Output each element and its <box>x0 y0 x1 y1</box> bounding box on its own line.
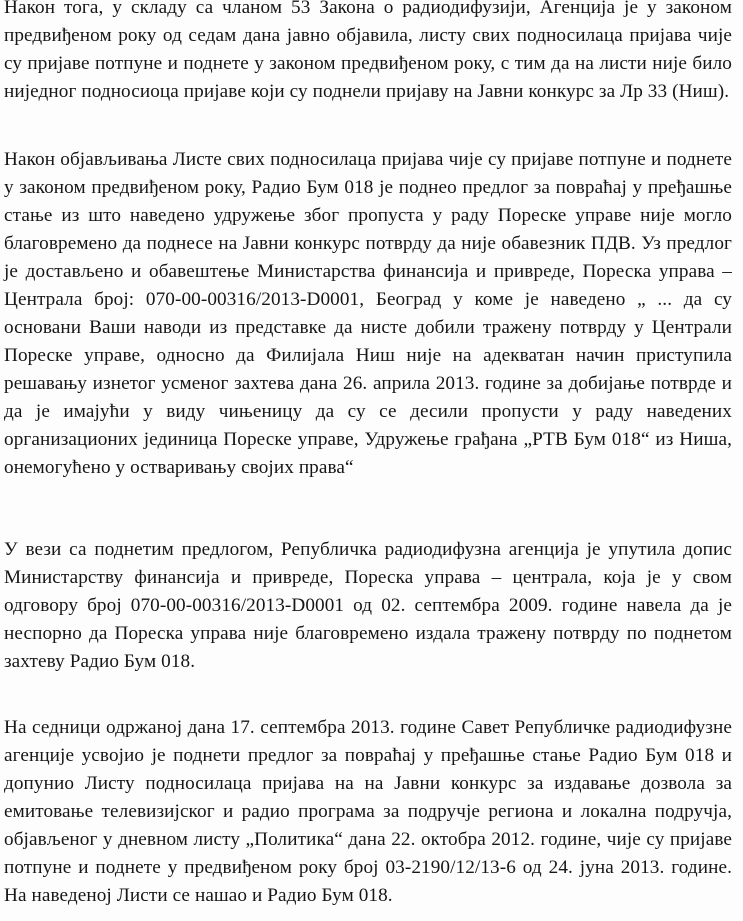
text-line: решавању изнетог усменог захтева дана 26. априла 2013. године за добијање потврде и <box>4 373 732 394</box>
text-line: Након тога, у складу са чланом 53 Закона о радиодифузији, Агенција је у законом <box>4 0 732 18</box>
text-line: потпуне и поднете у предвиђеном року број 03-2190/12/13-6 од 24. јуна 2013. године. <box>4 857 732 878</box>
text-line: Министарству финансија и привреде, Пореска управа – централа, која је у свом <box>4 567 732 588</box>
text-line: су пријаве потпуне и поднете у законом предвиђеном року, с тим да на листи није било <box>4 53 732 74</box>
text-line: објављеног у дневном листу „Политика“ дана 22. октобра 2012. године, чије су пријаве <box>4 829 732 850</box>
paragraph <box>4 714 732 910</box>
paragraph <box>4 146 732 482</box>
text-line: У вези са поднетим предлогом, Републичка радиодифузна агенција је упутила допис <box>4 539 732 560</box>
text-line: стање из што наведено удружење због пропуста у раду Пореске управе није могло <box>4 205 732 226</box>
text-line: Након објављивања Листе свих подносилаца пријава чије су пријаве потпуне и поднете <box>4 149 732 170</box>
text-line: неспорно да Пореска управа није благовремено издала тражену потврду по поднетом <box>4 623 732 644</box>
text-line: На наведеној Листи се нашао и Радио Бум 018. <box>4 885 393 906</box>
text-line: је достављено и обавештење Министарства финансија и привреде, Пореска управа – <box>4 261 732 282</box>
text-line: одговору број 070-00-00316/2013-D0001 од 02. септембра 2009. године навела да је <box>4 595 732 616</box>
paragraph <box>4 0 732 106</box>
text-line: онемогућено у остваривању својих права“ <box>4 457 354 478</box>
text-line: Централа број: 070-00-00316/2013-D0001, Београд у коме је наведено „ ... да су <box>4 289 732 310</box>
text-line: агенције усвојио је поднети предлог за повраћај у пређашње стање Радио Бум 018 и <box>4 745 732 766</box>
text-line: На седници одржаној дана 17. септембра 2013. године Савет Републичке радиодифузне <box>4 717 732 738</box>
text-line: емитовање телевизијског и радио програма за подручје региона и локална подручја, <box>4 801 732 822</box>
text-line: основани Ваши наводи из представке да нисте добили тражену потврду у Централи <box>4 317 732 338</box>
text-line: предвиђеном року од седам дана јавно објавила, листу свих подносилаца пријава чије <box>4 25 732 46</box>
text-line: Пореске управе, односно да Филијала Ниш није на адекватан начин приступила <box>4 345 732 366</box>
paragraph <box>4 536 732 676</box>
text-line: организационих јединица Пореске управе, Удружење грађана „РТВ Бум 018“ из Ниша, <box>4 429 732 450</box>
text-line: у законом предвиђеном року, Радио Бум 018 је поднео предлог за повраћај у пређашње <box>4 177 732 198</box>
text-line: захтеву Радио Бум 018. <box>4 651 196 672</box>
text-line: благовремено да поднесе на Јавни конкурс потврду да није обавезник ПДВ. Уз предлог <box>4 233 732 254</box>
text-line: допунио Листу подносилаца пријава на на Јавни конкурс за издавање дозвола за <box>4 773 732 794</box>
text-line: да је имајући у виду чињеницу да су се десили пропусти у раду наведених <box>4 401 732 422</box>
text-line: ниједног подносиоца пријаве који су поднели пријаву на Јавни конкурс за Лр 33 (Ниш). <box>4 81 730 102</box>
